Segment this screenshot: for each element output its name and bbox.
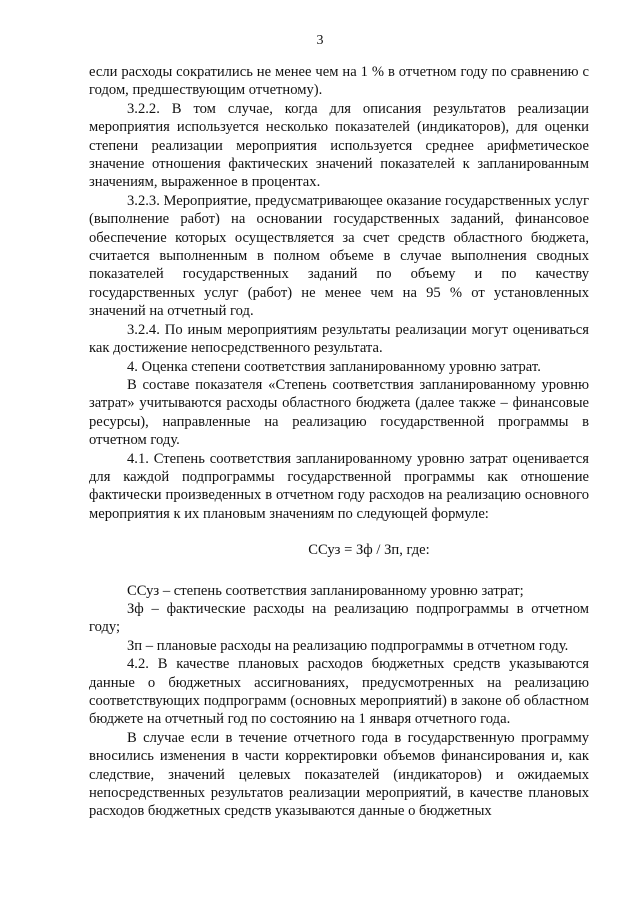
paragraph-4-2: 4.2. В качестве плановых расходов бюджетных средств указываются данные о бюджетных ассигнованиях, предусмотренных на реализацию соответствующих подпрограмм (основных мероприятий) в законе об областном бюджете на отчетный год по состоянию на 1 января отчетного года. (89, 656, 589, 728)
paragraph-3-2-2: 3.2.2. В том случае, когда для описания результатов реализации мероприятия используется несколько показателей (индикаторов), для оценки степени реализации мероприятия используется среднее арифметическое значение отношения фактических значений показателей к запланированным значениям, выраженное в процентах. (89, 100, 589, 191)
paragraph-3-2-3: 3.2.3. Мероприятие, предусматривающее оказание государственных услуг (выполнение работ) на основании государственных заданий, финансовое обеспечение которых осуществляется за счет средств областного бюджета, считается выполненным в полном объеме в случае выполнения сводных показателей государственных заданий по объему и по качеству государственных услуг (работ) не менее чем на 95 % от установленных значений на отчетный год. (89, 192, 589, 320)
paragraph-continuation: если расходы сократились не менее чем на 1 % в отчетном году по сравнению с годом, предшествующим отчетному). (89, 64, 589, 99)
formula: ССуз = Зф / Зп, где: (308, 542, 430, 559)
paragraph-3-2-4: 3.2.4. По иным мероприятиям результаты реализации могут оцениваться как достижение непосредственного результата. (89, 321, 589, 357)
paragraph-cost-indicator: В составе показателя «Степень соответствия запланированному уровню затрат» учитываются расходы областного бюджета (далее также – финансовые ресурсы), направленные на реализацию государственной программы в отчетном году. (89, 376, 589, 449)
definition-ssuz: ССуз – степень соответствия запланированному уровню затрат; (127, 582, 524, 599)
document-body (89, 63, 589, 821)
definition-zp: Зп – плановые расходы на реализацию подпрограммы в отчетном году. (127, 637, 569, 654)
page-number: 3 (316, 33, 324, 48)
paragraph-4-1: 4.1. Степень соответствия запланированному уровню затрат оценивается для каждой подпрограммы государственной программы как отношение фактически произведенных в отчетном году расходов на реализацию основного мероприятия к их плановым значениям по следующей формуле: (89, 450, 589, 522)
paragraph-changes: В случае если в течение отчетного года в государственную программу вносились изменения в части корректировки объемов финансирования и, как следствие, значений целевых показателей (индикаторов) и ожидаемых непосредственных результатов реализации мероприятий, в качестве плановых расходов бюджетных средств указываются данные о бюджетных (89, 729, 589, 820)
section-4-heading: 4. Оценка степени соответствия запланированному уровню затрат. (127, 358, 541, 375)
definition-zf: Зф – фактические расходы на реализацию подпрограммы в отчетном году; (89, 600, 589, 636)
